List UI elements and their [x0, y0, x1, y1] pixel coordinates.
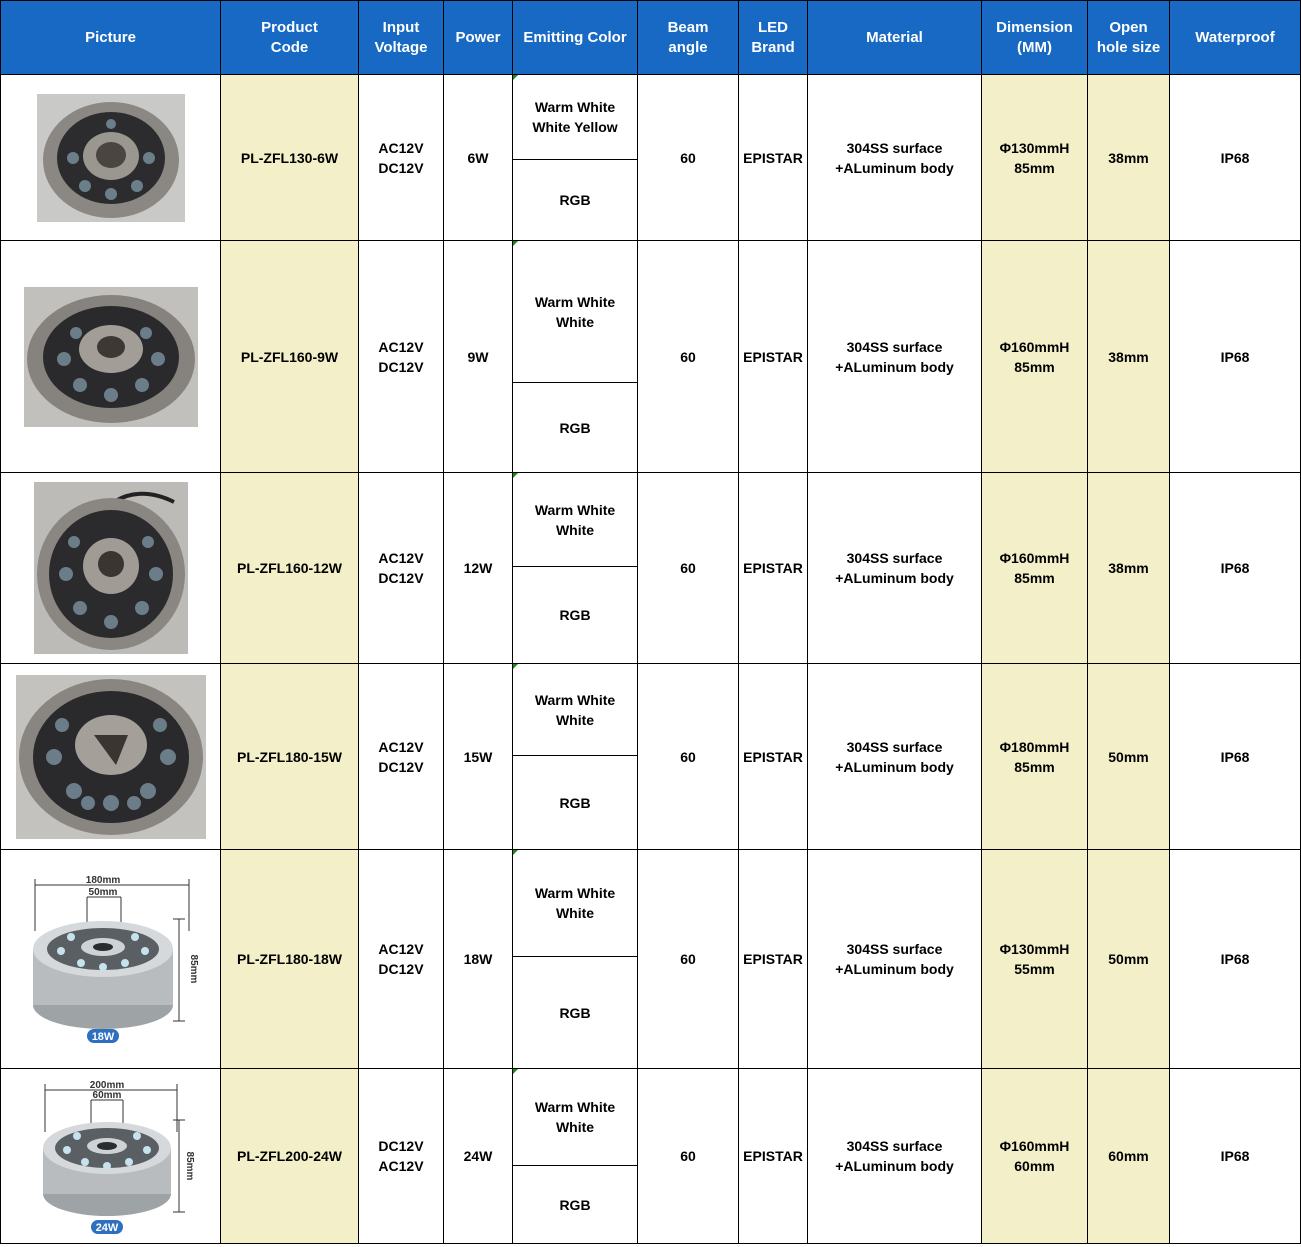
waterproof: IP68 — [1170, 241, 1301, 473]
emitting-color-white: Warm White White — [513, 1069, 638, 1166]
beam-angle: 60 — [638, 473, 739, 664]
table-row — [1, 1069, 1301, 1166]
open-hole-size: 38mm — [1088, 75, 1170, 241]
product-code: PL-ZFL160-9W — [221, 241, 359, 473]
product-code: PL-ZFL180-18W — [221, 850, 359, 1069]
waterproof: IP68 — [1170, 1069, 1301, 1244]
input-voltage: AC12V DC12V — [359, 664, 444, 850]
emitting-color-rgb: RGB — [513, 1166, 638, 1244]
emitting-color-rgb: RGB — [513, 957, 638, 1069]
table-row — [1, 850, 1301, 957]
header-input-voltage: Input Voltage — [359, 1, 444, 75]
dimension: Φ180mmH 85mm — [982, 664, 1088, 850]
power: 15W — [444, 664, 513, 850]
beam-angle: 60 — [638, 850, 739, 1069]
product-picture — [1, 850, 221, 1069]
material: 304SS surface +ALuminum body — [808, 75, 982, 241]
led-brand: EPISTAR — [739, 664, 808, 850]
emitting-color-rgb: RGB — [513, 383, 638, 473]
emitting-color-rgb: RGB — [513, 756, 638, 850]
input-voltage: DC12V AC12V — [359, 1069, 444, 1244]
header-beam-angle: Beam angle — [638, 1, 739, 75]
product-picture — [1, 75, 221, 241]
product-code: PL-ZFL130-6W — [221, 75, 359, 241]
waterproof: IP68 — [1170, 473, 1301, 664]
material: 304SS surface +ALuminum body — [808, 664, 982, 850]
material: 304SS surface +ALuminum body — [808, 241, 982, 473]
led-brand: EPISTAR — [739, 75, 808, 241]
input-voltage: AC12V DC12V — [359, 75, 444, 241]
led-brand: EPISTAR — [739, 473, 808, 664]
header-emitting-color: Emitting Color — [513, 1, 638, 75]
product-code: PL-ZFL160-12W — [221, 473, 359, 664]
diagram-wattage-badge: 18W — [91, 1031, 114, 1043]
product-picture — [1, 1069, 221, 1244]
dimension: Φ160mmH 85mm — [982, 473, 1088, 664]
table-row — [1, 473, 1301, 567]
fountain-light-photo — [16, 675, 206, 839]
diagram-inner-label: 60mm — [92, 1090, 121, 1101]
header-product-code: Product Code — [221, 1, 359, 75]
power: 6W — [444, 75, 513, 241]
input-voltage: AC12V DC12V — [359, 473, 444, 664]
product-picture — [1, 664, 221, 850]
diagram-height-label: 85mm — [187, 954, 199, 984]
header-dimension: Dimension (MM) — [982, 1, 1088, 75]
diagram-outer-label: 180mm — [85, 875, 120, 886]
emitting-color-white: Warm White White — [513, 241, 638, 383]
emitting-color-white: Warm White White Yellow — [513, 75, 638, 160]
power: 24W — [444, 1069, 513, 1244]
product-picture — [1, 473, 221, 664]
fountain-light-photo — [34, 482, 188, 654]
header-row — [1, 1, 1301, 75]
fountain-light-photo — [37, 94, 185, 222]
power: 9W — [444, 241, 513, 473]
waterproof: IP68 — [1170, 850, 1301, 1069]
beam-angle: 60 — [638, 241, 739, 473]
dimension: Φ130mmH 55mm — [982, 850, 1088, 1069]
header-waterproof: Waterproof — [1170, 1, 1301, 75]
open-hole-size: 60mm — [1088, 1069, 1170, 1244]
header-open-hole-size: Open hole size — [1088, 1, 1170, 75]
led-brand: EPISTAR — [739, 1069, 808, 1244]
product-picture — [1, 241, 221, 473]
diagram-inner-label: 50mm — [88, 887, 117, 898]
diagram-outer-label: 200mm — [89, 1080, 124, 1091]
emitting-color-rgb: RGB — [513, 567, 638, 664]
material: 304SS surface +ALuminum body — [808, 473, 982, 664]
emitting-color-white: Warm White White — [513, 850, 638, 957]
input-voltage: AC12V DC12V — [359, 850, 444, 1069]
material: 304SS surface +ALuminum body — [808, 1069, 982, 1244]
power: 18W — [444, 850, 513, 1069]
beam-angle: 60 — [638, 664, 739, 850]
diagram-height-label: 85mm — [183, 1151, 195, 1181]
open-hole-size: 38mm — [1088, 473, 1170, 664]
diagram-wattage-badge: 24W — [95, 1222, 118, 1234]
emitting-color-rgb: RGB — [513, 160, 638, 241]
table-row — [1, 75, 1301, 160]
power: 12W — [444, 473, 513, 664]
header-picture: Picture — [1, 1, 221, 75]
dimension: Φ160mmH 85mm — [982, 241, 1088, 473]
header-power: Power — [444, 1, 513, 75]
table-row — [1, 241, 1301, 383]
waterproof: IP68 — [1170, 664, 1301, 850]
dimension: Φ160mmH 60mm — [982, 1069, 1088, 1244]
input-voltage: AC12V DC12V — [359, 241, 444, 473]
open-hole-size: 50mm — [1088, 850, 1170, 1069]
led-brand: EPISTAR — [739, 241, 808, 473]
header-material: Material — [808, 1, 982, 75]
led-brand: EPISTAR — [739, 850, 808, 1069]
fountain-light-photo — [24, 287, 198, 427]
beam-angle: 60 — [638, 1069, 739, 1244]
beam-angle: 60 — [638, 75, 739, 241]
product-code: PL-ZFL200-24W — [221, 1069, 359, 1244]
dimension-diagram — [31, 1076, 195, 1236]
table-row — [1, 664, 1301, 756]
emitting-color-white: Warm White White — [513, 664, 638, 756]
open-hole-size: 50mm — [1088, 664, 1170, 850]
waterproof: IP68 — [1170, 75, 1301, 241]
header-led-brand: LED Brand — [739, 1, 808, 75]
emitting-color-white: Warm White White — [513, 473, 638, 567]
product-code: PL-ZFL180-15W — [221, 664, 359, 850]
open-hole-size: 38mm — [1088, 241, 1170, 473]
material: 304SS surface +ALuminum body — [808, 850, 982, 1069]
dimension-diagram — [21, 871, 201, 1047]
dimension: Φ130mmH 85mm — [982, 75, 1088, 241]
